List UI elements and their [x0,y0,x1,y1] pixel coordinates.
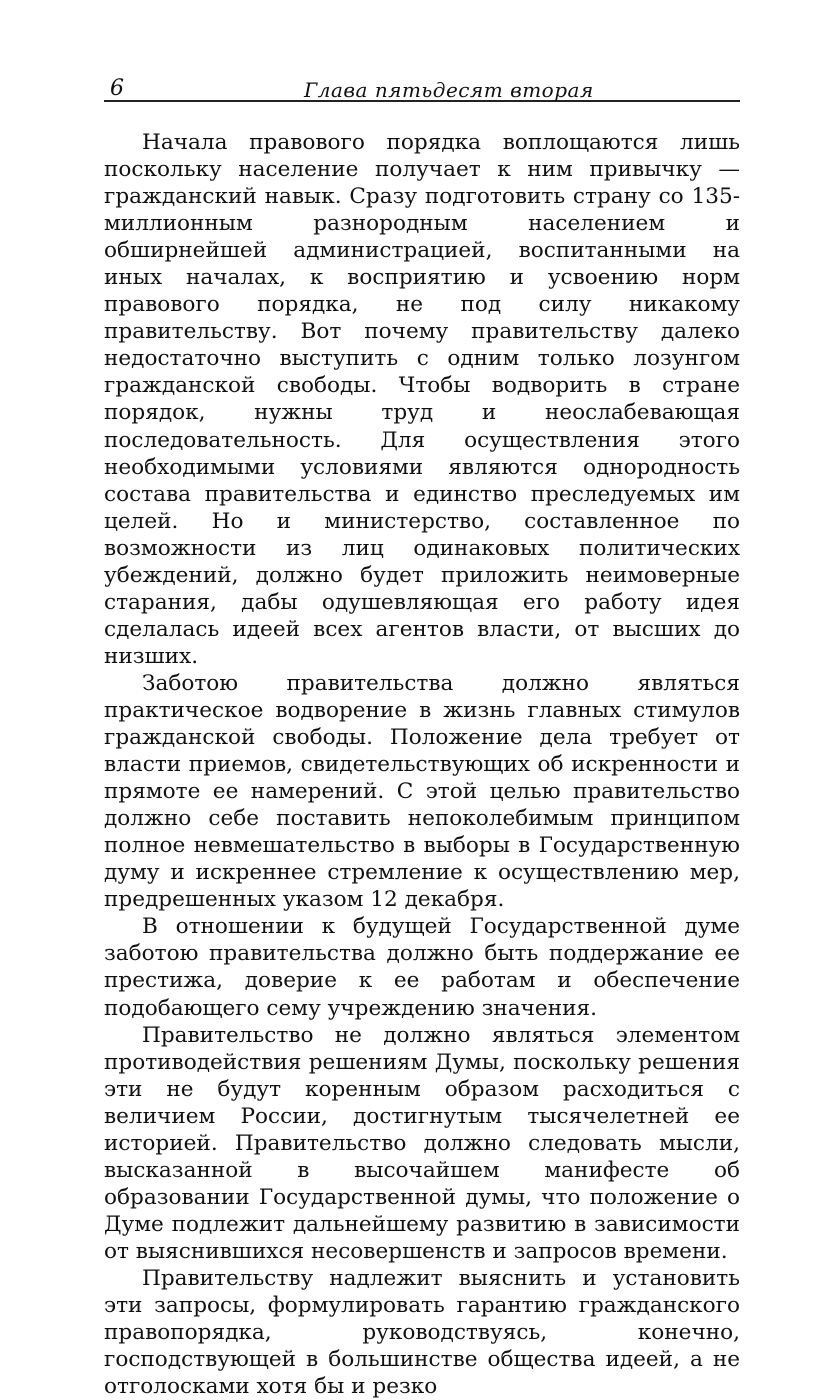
paragraph-1: Начала правового порядка воплощаются лишь поскольку население получает к ним привычку — гражданский навык. Сразу подготовить страну со 135-миллионным разнородным населением и обширнейшей администрацией, воспитанными на иных началах, к восприятию и усвоению норм правового порядка, не под силу никакому правительству. Вот почему правительству далеко недостаточно выступить с одним только лозунгом гражданской свободы. Чтобы водворить в стране порядок, нужны труд и неослабевающая последовательность. Для осуществления этого необходимыми условиями являются однородность состава правительства и единство преследуемых им целей. Но и министерство, составленное по возможности из лиц одинаковых политических убеждений, должно будет приложить неимоверные старания, дабы одушевляющая его работу идея сделалась идеей всех агентов власти, от высших до низших. [104,130,740,669]
paragraph-3: В отношении к будущей Государственной думе заботою правительства должно быть поддержание ее престижа, доверие к ее работам и обеспечение подобающего сему учреждению значения. [104,914,740,1021]
paragraph-4: Правительство не должно являться элементом противодействия решениям Думы, поскольку решения эти не будут коренным образом расходиться с величием России, достигнутым тысячелетней ее историей. Правительство должно следовать мысли, высказанной в высочайшем манифесте об образовании Государственной думы, что положение о Думе подлежит дальнейшему развитию в зависимости от выяснившихся несовершенств и запросов времени. [104,1022,740,1264]
running-header [104,60,740,102]
chapter-title: Глава пятьдесят вторая [304,78,594,102]
book-page [104,60,740,1400]
page-number: 6 [110,76,124,101]
paragraph-5: Правительству надлежит выяснить и установить эти запросы, формулировать гарантию гражданского правопорядка, руководствуясь, конечно, господствующей в большинстве общества идеей, а не отголосками хотя бы и резко [104,1265,740,1400]
body-text [104,129,740,1400]
paragraph-2: Заботою правительства должно являться практическое водворение в жизнь главных стимулов гражданской свободы. Положение дела требует от власти приемов, свидетельствующих об искренности и прямоте ее намерений. С этой целью правительство должно себе поставить непоколебимым принципом полное невмешательство в выборы в Государственную думу и искреннее стремление к осуществлению мер, предрешенных указом 12 декабря. [104,670,740,913]
